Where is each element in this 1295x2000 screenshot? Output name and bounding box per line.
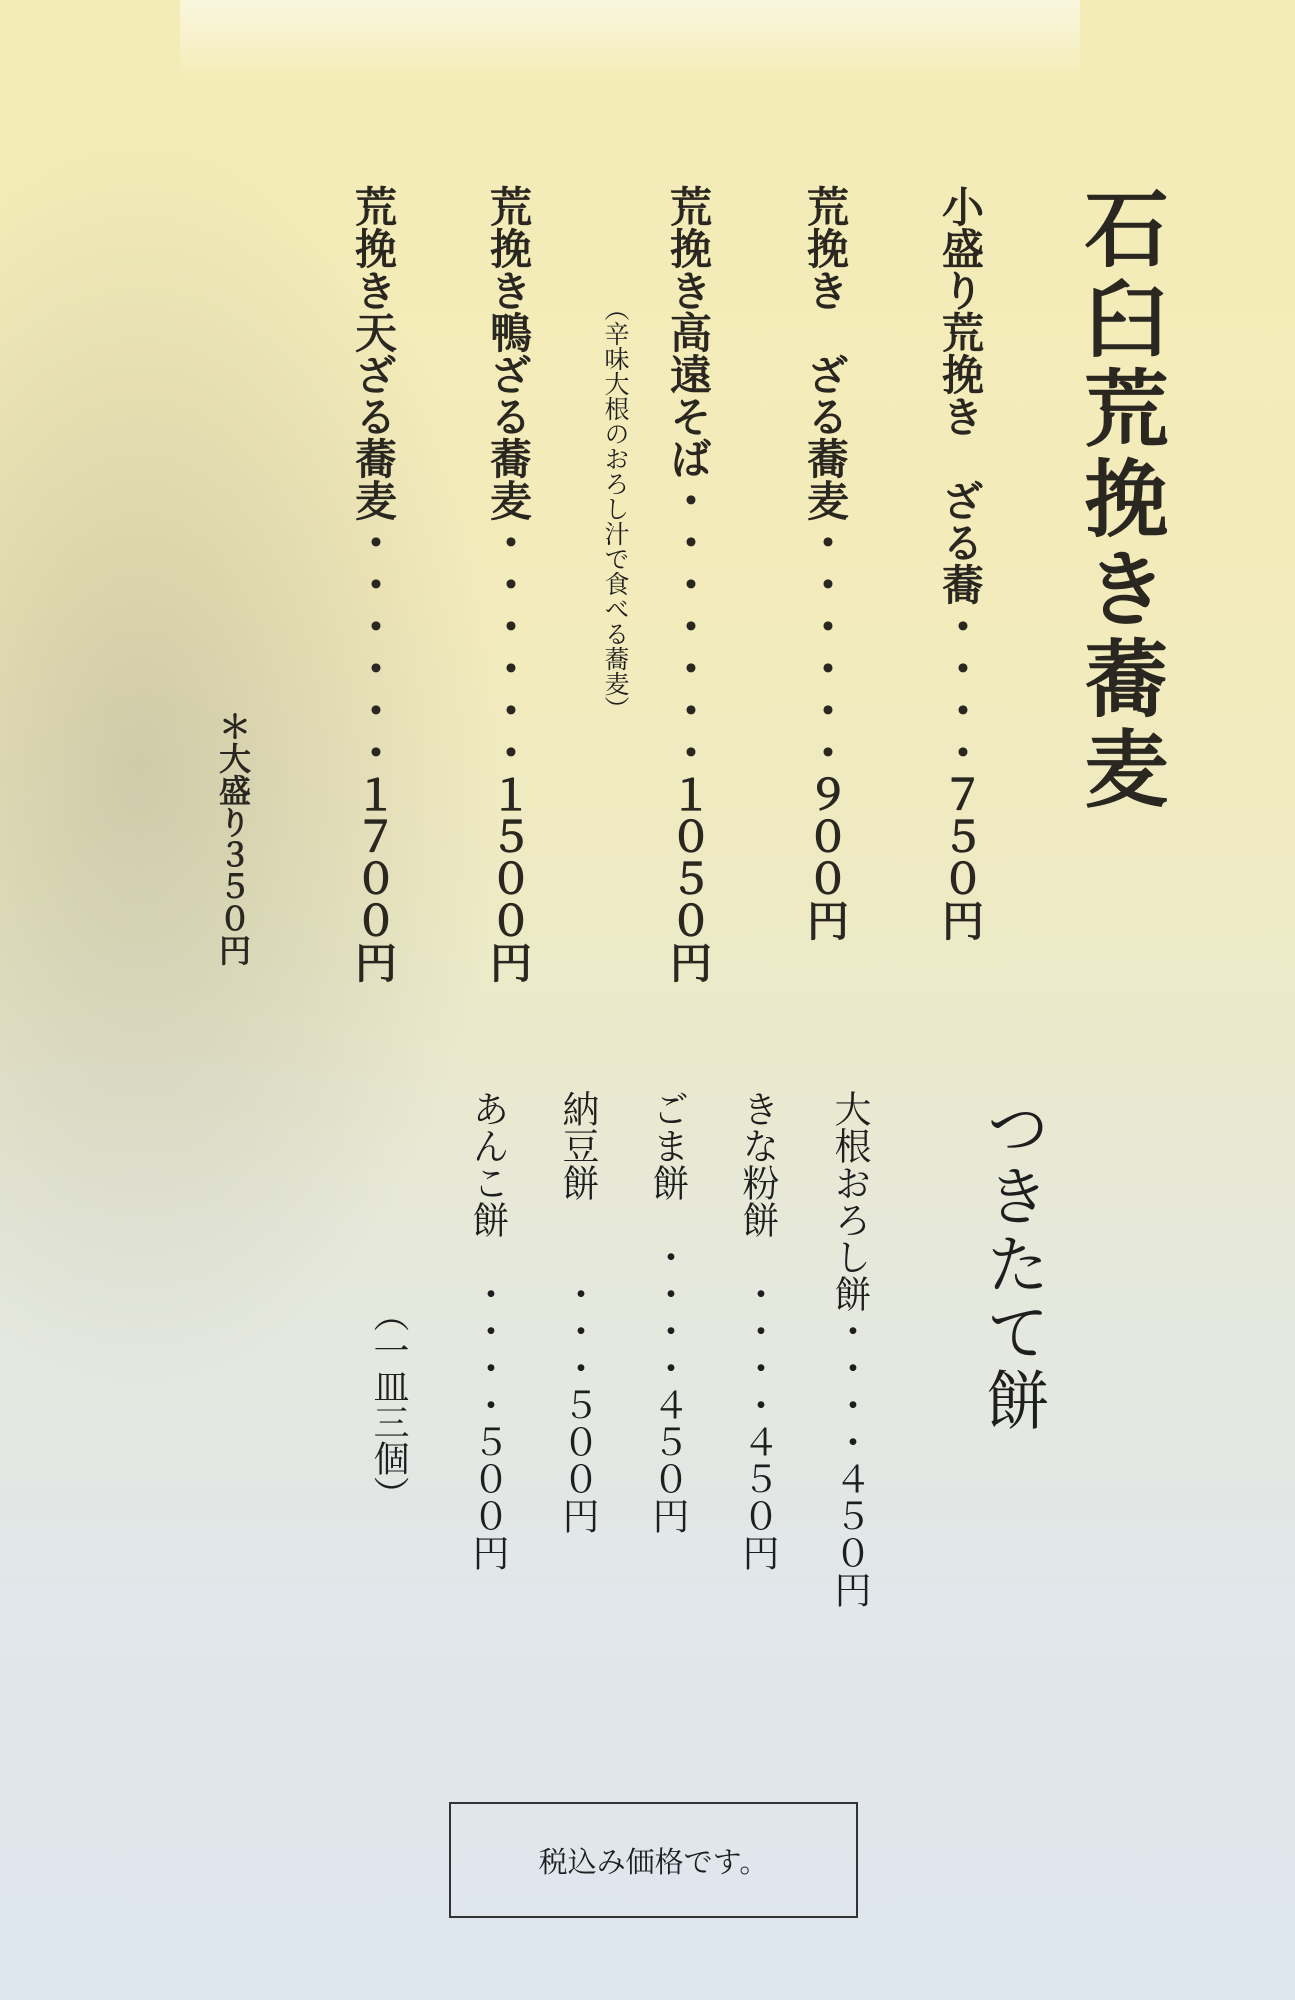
tax-notice-box — [449, 1802, 858, 1918]
item-price: ７５０円 — [936, 773, 985, 941]
leader-dots: ・・・・・・ — [801, 521, 850, 773]
item-name: 納豆餅 — [556, 1090, 599, 1201]
menu-item-soba — [478, 185, 538, 983]
item-price: ９００円 — [801, 773, 850, 941]
leader-dots: ・・・・・・・ — [664, 479, 713, 773]
item-name: ごま餅 — [646, 1090, 689, 1201]
plastic-sheen — [180, 0, 1080, 80]
item-price: ５００円 — [466, 1423, 509, 1571]
item-name: 荒挽き高遠そば — [664, 185, 713, 479]
item-price: ４５０円 — [646, 1386, 689, 1534]
menu-title: 石臼荒挽き蕎麦 — [1071, 185, 1169, 815]
leader-dots: ・・・・・・ — [349, 521, 398, 773]
item-price: １７００円 — [349, 773, 398, 983]
item-price: ５００円 — [556, 1386, 599, 1534]
menu-item-soba — [658, 185, 718, 983]
item-price: ４５０円 — [736, 1423, 779, 1571]
item-name: 荒挽き天ざる蕎麦 — [349, 185, 398, 521]
item-price: １０５０円 — [664, 773, 713, 983]
tax-notice-text: 税込み価格です。 — [538, 1844, 769, 1879]
menu-item-mochi — [550, 1090, 604, 1534]
item-name: あんこ餅 — [466, 1090, 509, 1238]
item-price: ４５０円 — [828, 1460, 871, 1608]
item-name: 荒挽き鴨ざる蕎麦 — [484, 185, 533, 521]
menu-item-soba — [343, 185, 403, 983]
item-name: 小盛り荒挽き ざる蕎 — [936, 185, 985, 605]
menu-item-soba — [795, 185, 855, 941]
item-price: １５００円 — [484, 773, 533, 983]
leader-dots: ・・・・ — [736, 1238, 779, 1423]
leader-dots: ・・・・ — [466, 1238, 509, 1423]
menu-item-mochi — [822, 1090, 876, 1608]
menu-item-soba — [930, 185, 990, 941]
item-name: 荒挽き ざる蕎麦 — [801, 185, 850, 521]
item-name: きな粉餅 — [736, 1090, 779, 1238]
menu-item-mochi — [730, 1090, 784, 1571]
soba-description-note: （辛味大根のおろし汁で食べる蕎麦） — [601, 296, 630, 721]
mochi-section-title: つきたて餅 — [975, 1095, 1049, 1435]
item-name: 大根おろし餅 — [828, 1090, 871, 1312]
leader-dots: ・・・ — [556, 1201, 599, 1386]
leader-dots: ・・・・ — [936, 605, 985, 773]
mochi-quantity-note: （一皿三個） — [368, 1296, 409, 1512]
leader-dots: ・・・・ — [828, 1312, 871, 1460]
leader-dots: ・・・・ — [646, 1201, 689, 1386]
large-serving-note: ＊大盛り３５０円 — [214, 710, 252, 966]
menu-item-mochi — [640, 1090, 694, 1534]
menu-item-mochi — [460, 1090, 514, 1571]
leader-dots: ・・・・・・ — [484, 521, 533, 773]
